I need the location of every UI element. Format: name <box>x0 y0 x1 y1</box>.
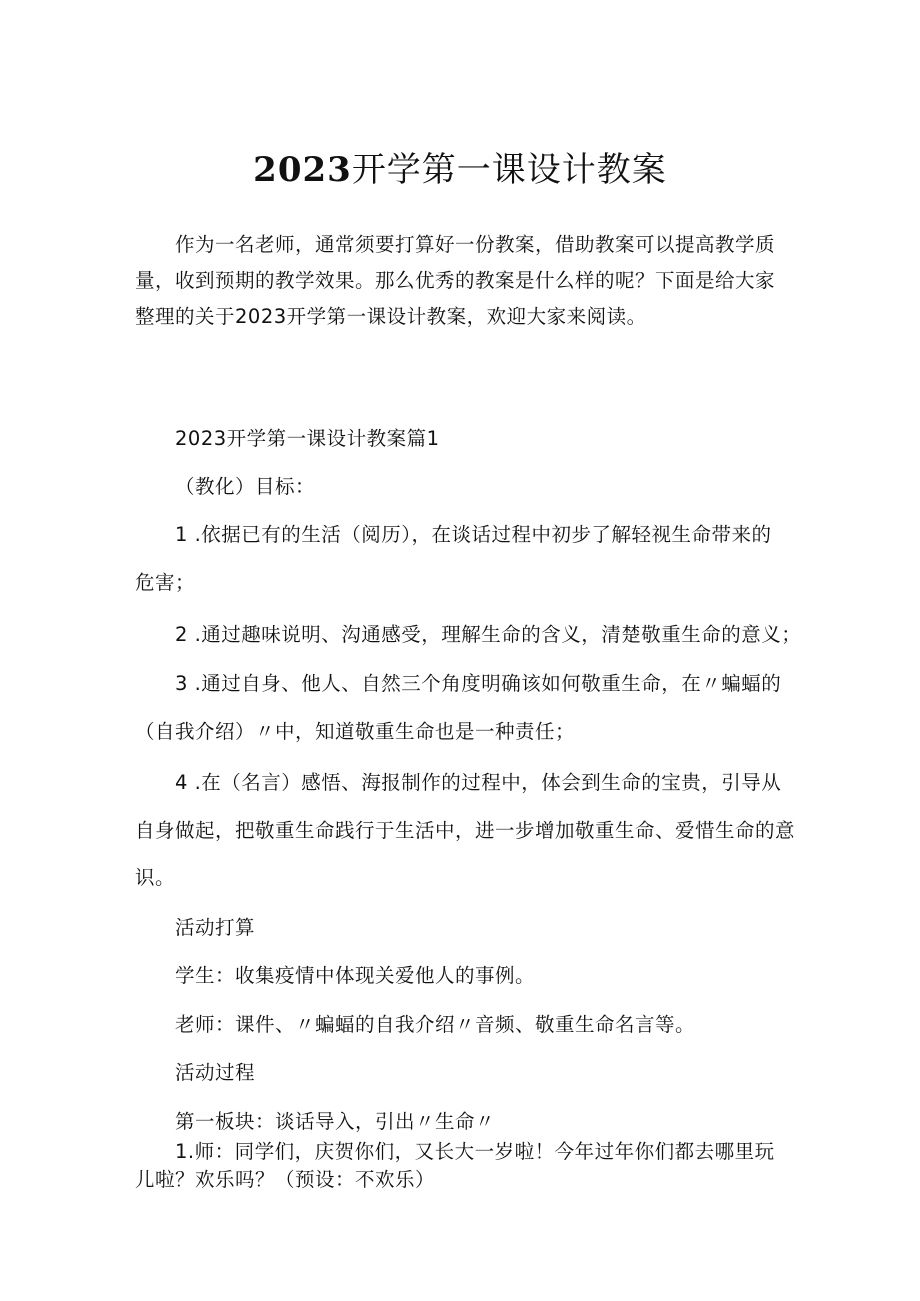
document-title <box>0 142 920 191</box>
objective-4-line-3: 识。 <box>135 866 176 889</box>
process-heading: 活动过程 <box>175 1061 256 1084</box>
objective-4-line-2: 自身做起，把敬重生命践行于生活中，进一步增加敬重生命、爱惜生命的意 <box>135 819 796 842</box>
objective-3-line-1: 3 .通过自身、他人、自然三个角度明确该如何敬重生命，在〃蝙蝠的 <box>175 672 782 695</box>
objectives-label: （教化）目标： <box>175 475 316 498</box>
prep-students: 学生：收集疫情中体现关爱他人的事例。 <box>175 964 536 987</box>
block-1-heading: 第一板块：谈话导入，引出〃生命〃 <box>175 1110 496 1133</box>
objective-4-line-1: 4 .在（名言）感悟、海报制作的过程中，体会到生命的宝贵，引导从 <box>175 771 782 794</box>
intro-paragraph: 作为一名老师，通常须要打算好一份教案，借助教案可以提高教学质量，收到预期的教学效果。那么优秀的教案是什么样的呢？下面是给大家整理的关于2023开学第一课设计教案，欢迎大家来阅读。 <box>135 233 776 328</box>
teacher-line-1: 1.师：同学们，庆贺你们，又长大一岁啦！今年过年你们都去哪里玩 <box>175 1140 775 1163</box>
prep-teacher: 老师：课件、〃蝙蝠的自我介绍〃音频、敬重生命名言等。 <box>175 1013 696 1036</box>
objective-2: 2 .通过趣味说明、沟通感受，理解生命的含义，清楚敬重生命的意义； <box>175 623 802 646</box>
section-heading: 2023开学第一课设计教案篇1 <box>175 427 440 450</box>
teacher-line-2: 儿啦？欢乐吗？（预设：不欢乐） <box>135 1168 436 1191</box>
objective-1-line-1: 1 .依据已有的生活（阅历），在谈话过程中初步了解轻视生命带来的 <box>175 523 772 546</box>
objective-3-line-2: （自我介绍）〃中，知道敬重生命也是一种责任； <box>135 720 576 743</box>
title-text: 开学第一课设计教案 <box>351 150 667 190</box>
objective-1-line-2: 危害； <box>135 571 196 594</box>
prep-heading: 活动打算 <box>175 916 256 939</box>
title-year: 2023 <box>253 150 352 190</box>
